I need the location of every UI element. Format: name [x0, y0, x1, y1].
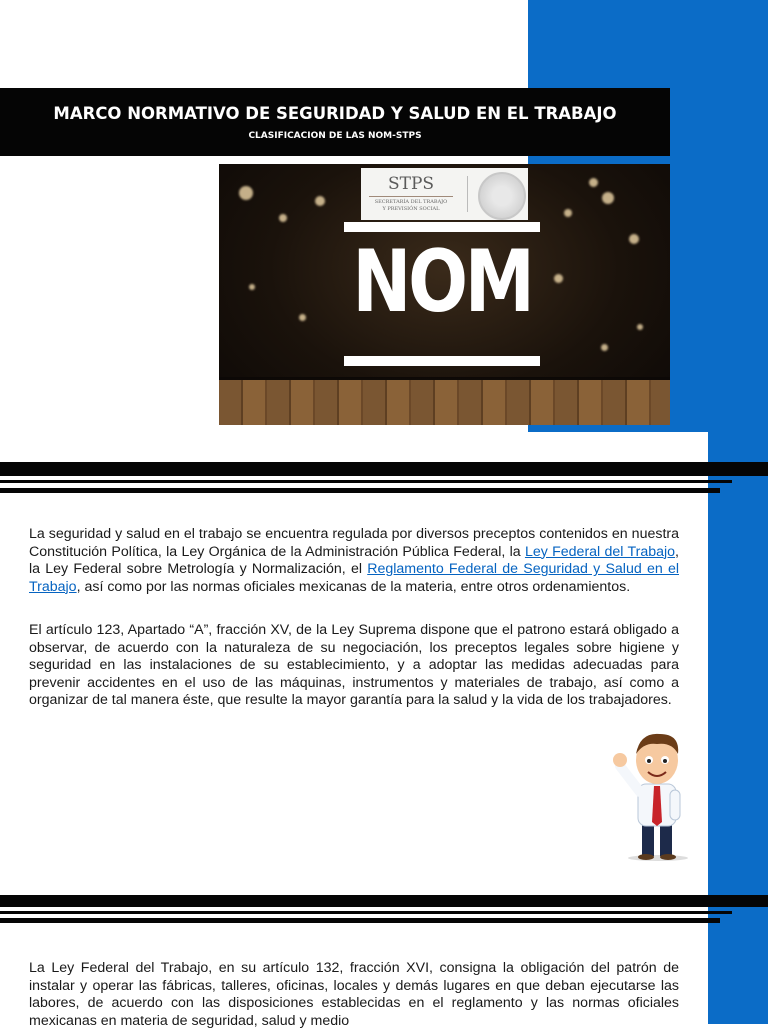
reglamento-federal-link[interactable]: Reglamento Federal de Seguridad y Salud en el Trabajo [29, 561, 679, 595]
page-title: MARCO NORMATIVO DE SEGURIDAD Y SALUD EN EL TRABAJO [53, 104, 617, 123]
seal-icon [478, 172, 526, 220]
nom-bar-bottom [344, 356, 540, 366]
divider-stripe-thick [0, 462, 768, 476]
bokeh-light [637, 324, 643, 330]
stps-logo-text: STPS [387, 174, 435, 194]
nom-hero-image [219, 164, 670, 425]
bokeh-light [279, 214, 287, 222]
title-banner [0, 88, 670, 156]
bokeh-light [564, 209, 572, 217]
stps-logo-subtext [361, 199, 461, 213]
divider-stripe-medium [0, 488, 720, 493]
divider-stripe-thick [0, 895, 768, 907]
bokeh-light [239, 186, 253, 200]
stps-logo [361, 168, 528, 220]
bokeh-light [589, 178, 598, 187]
nom-bar-top [344, 222, 540, 232]
blue-accent-band-right [708, 432, 768, 1024]
intro-text-part2: , la Ley Federal sobre Metrología y Normalización, el [29, 543, 679, 578]
nom-banner-text: NOM [352, 232, 532, 332]
intro-text-part1: La seguridad y salud en el trabajo se encuentra regulada por diversos preceptos contenidos en nuestra Constitución Política, la Ley Orgánica de la Administración Pública Federal, la [29, 526, 679, 560]
bokeh-light [299, 314, 306, 321]
intro-paragraph [29, 526, 679, 596]
bokeh-light [602, 192, 614, 204]
ley-federal-trabajo-link[interactable]: Ley Federal del Trabajo [524, 543, 676, 560]
stps-logo-rule [369, 196, 453, 197]
stps-logo-subtext-line2: Y PREVISIÓN SOCIAL [382, 206, 440, 212]
intro-text-part3: , así como por las normas oficiales mexicanas de la materia, entre otros ordenamientos. [76, 578, 631, 595]
divider-stripe-medium [0, 918, 720, 923]
divider-stripe-thin [0, 911, 732, 914]
divider-stripe-thin [0, 480, 732, 483]
ley-federal-paragraph: La Ley Federal del Trabajo, en su artículo 132, fracción XVI, consigna la obligación del patrón de instalar y operar las fábricas, talleres, oficinas, locales y demás lugares en que deban ejecutarse las labores, de acuerdo con las disposiciones establecidas en el reglamento y las normas oficiales mexicanas en materia de seguridad, salud y medio [29, 960, 679, 1029]
bokeh-light [629, 234, 639, 244]
article-123-paragraph: El artículo 123, Apartado “A”, fracción XV, de la Ley Suprema dispone que el patrono estará obligado a observar, de acuerdo con la naturaleza de su negociación, los preceptos legales sobre higiene y seguridad en las instalaciones de su establecimiento, y a adoptar las medidas adecuadas para prevenir accidentes en el uso de las máquinas, instrumentos y materiales de trabajo, así como a organizar de tal manera éste, que resulte la mayor garantía para la salud y la vida de los trabajadores. [29, 622, 679, 709]
bokeh-light [249, 284, 255, 290]
wood-floor [219, 380, 670, 425]
bokeh-light [315, 196, 325, 206]
logo-separator [467, 176, 468, 212]
page-subtitle: CLASIFICACION DE LAS NOM-STPS [248, 131, 422, 141]
stps-logo-subtext-line1: SECRETARÍA DEL TRABAJO [374, 199, 448, 205]
bokeh-light [554, 274, 563, 283]
bokeh-light [601, 344, 608, 351]
businessman-waving-icon [610, 726, 702, 862]
